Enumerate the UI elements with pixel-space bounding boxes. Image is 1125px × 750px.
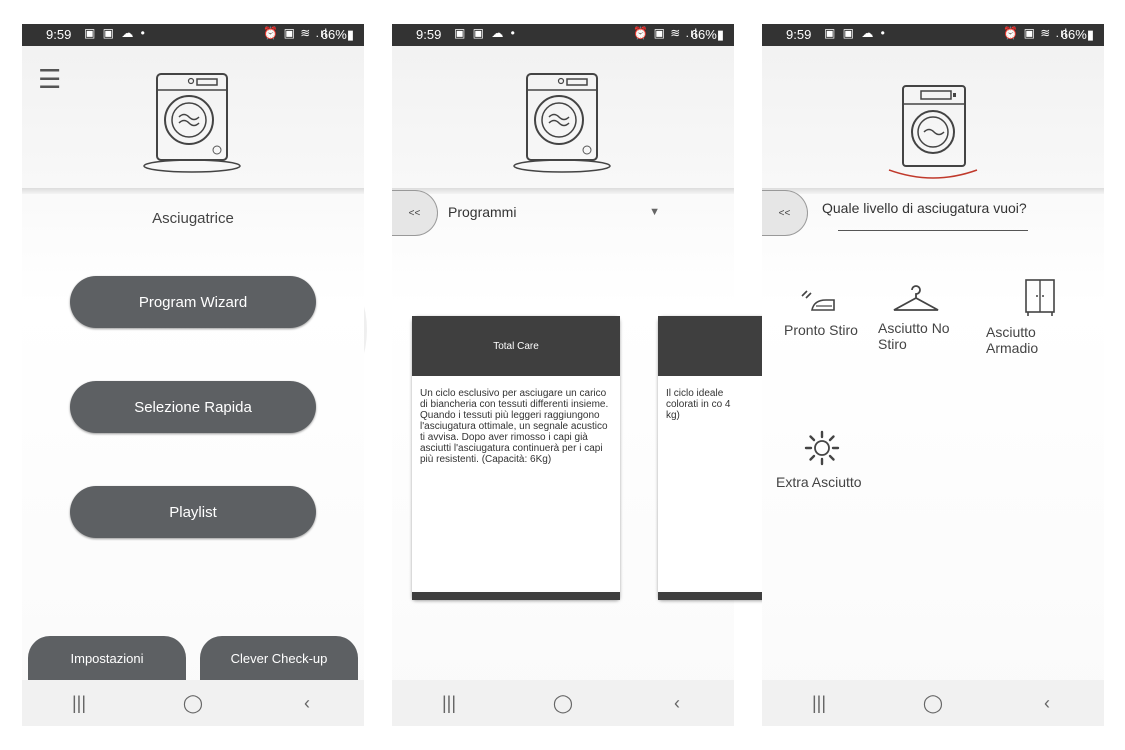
back-icon[interactable]: ‹ [304,692,310,713]
option-extra-asciutto[interactable] [776,430,862,490]
recent-apps-icon[interactable]: ||| [811,692,827,713]
wardrobe-icon [1024,278,1056,318]
android-nav-bar [392,680,734,726]
option-label: Extra Asciutto [776,474,862,490]
screen-dryness-level [762,24,1104,726]
status-time: 9:59 [416,27,442,42]
option-asciutto-armadio[interactable] [986,278,1056,356]
card-description: Un ciclo esclusivo per asciugare un carico di biancheria con tessuti differenti insieme. Quando i tessuti più leggeri raggiungono l'asciugatura ottimale, un segnale acustico ti avvisa. Dopo aver rimosso i capi già asciutti l'asciugatura continuerà per i capi più resistenti. (Capacità: 6Kg) [420,388,609,465]
battery-level: 66%▮ [690,27,724,42]
option-label: Pronto Stiro [784,322,858,338]
program-wizard-button[interactable]: Program Wizard [70,276,316,328]
hamburger-menu-icon[interactable]: ☰ [38,64,62,94]
back-icon[interactable]: ‹ [674,692,680,713]
hanger-icon [890,282,942,314]
option-pronto-stiro[interactable] [784,288,858,338]
program-card-total-care[interactable] [412,316,620,600]
dryness-question: Quale livello di asciugatura vuoi? [822,200,1027,216]
home-icon[interactable]: ◯ [182,692,204,713]
option-label-line1: Asciutto No [878,320,950,336]
dropdown-arrow-icon: ▼ [649,206,660,218]
android-nav-bar [22,680,364,726]
system-icons: ⏰ ▣ ≋ .ıl [263,26,328,40]
back-button[interactable]: << [762,190,808,236]
header-divider [762,188,1104,194]
battery-level: 66%▮ [1060,27,1094,42]
home-icon[interactable]: ◯ [922,692,944,713]
app-header [762,46,1104,188]
notification-icons: ▣ ▣ ☁ • [84,26,147,40]
back-icon[interactable]: ‹ [1044,692,1050,713]
page-title: Asciugatrice [152,210,234,227]
dropdown-value: Programmi [448,204,517,220]
card-title: Total Care [412,316,620,376]
option-label-line2: Stiro [878,336,907,352]
status-bar [22,24,364,46]
status-time: 9:59 [786,27,812,42]
status-bar [392,24,734,46]
playlist-button[interactable]: Playlist [70,486,316,538]
iron-icon [798,288,838,316]
back-button[interactable]: << [392,190,438,236]
battery-level: 66%▮ [320,27,354,42]
programs-dropdown[interactable] [448,204,718,226]
home-icon[interactable]: ◯ [552,692,574,713]
header-divider [392,188,734,194]
notification-icons: ▣ ▣ ☁ • [824,26,887,40]
card-description: Il ciclo ideale colorati in co 4 kg) [666,388,731,421]
card-footer [412,592,620,600]
option-asciutto-no-stiro[interactable] [878,282,950,352]
question-underline [838,230,1028,231]
screen-home [22,24,364,726]
system-icons: ⏰ ▣ ≋ .ıl [633,26,698,40]
clever-checkup-button[interactable]: Clever Check-up [200,636,358,680]
selezione-rapida-button[interactable]: Selezione Rapida [70,381,316,433]
android-nav-bar [762,680,1104,726]
screen-programs [392,24,734,726]
app-header [392,46,734,188]
recent-apps-icon[interactable]: ||| [441,692,457,713]
recent-apps-icon[interactable]: ||| [71,692,87,713]
washing-machine-icon [511,70,615,178]
impostazioni-button[interactable]: Impostazioni [28,636,186,680]
option-label-line1: Asciutto [986,324,1036,340]
status-bar [762,24,1104,46]
app-header [22,46,364,188]
notification-icons: ▣ ▣ ☁ • [454,26,517,40]
status-time: 9:59 [46,27,72,42]
system-icons: ⏰ ▣ ≋ .ıl [1003,26,1068,40]
option-label-line2: Armadio [986,340,1039,356]
dryer-icon [881,82,985,182]
washing-machine-icon [141,70,245,178]
header-divider [22,188,364,194]
sun-icon [804,430,840,466]
